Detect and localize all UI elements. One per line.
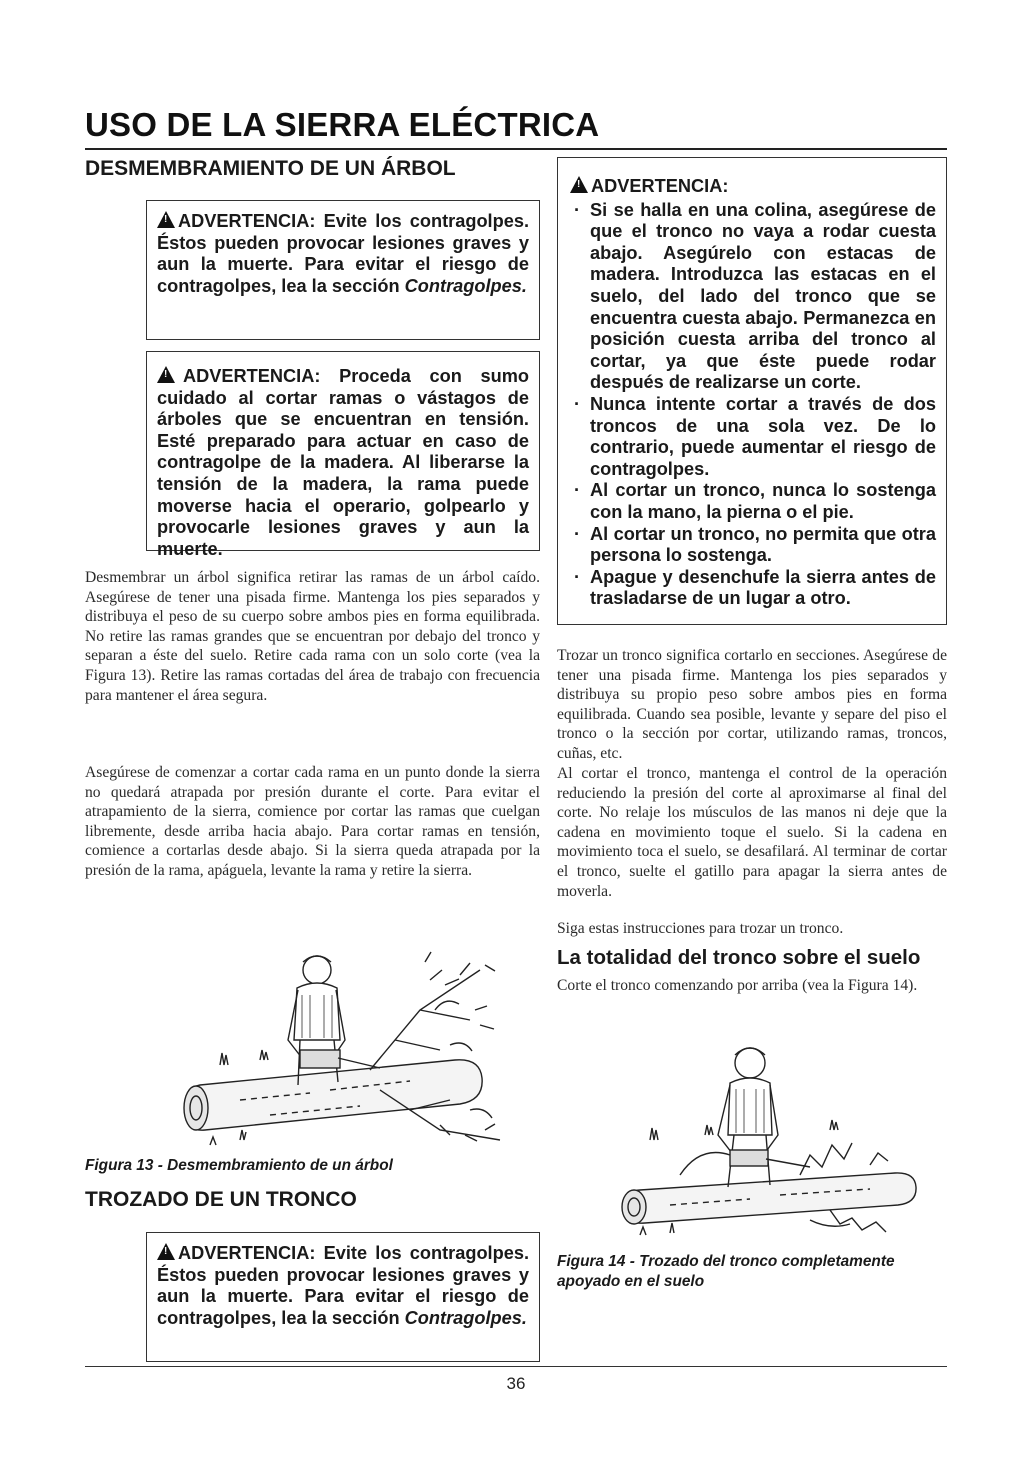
warning-triangle-icon <box>157 366 175 383</box>
figure-13-illustration <box>180 950 520 1148</box>
warning-triangle-icon <box>157 1243 175 1260</box>
paragraph-instrucciones: Siga estas instrucciones para trozar un tronco. <box>557 920 844 937</box>
warning-box-bucking-rules <box>557 157 947 625</box>
warning-box-tension <box>146 351 540 559</box>
paragraph-atrapamiento: Asegúrese de comenzar a cortar cada rama en un punto donde la sierra no quedará atrapada por presión durante el corte. Para evitar el atrapamiento de la sierra, comience por cortar las ramas que cuelgan libremente, desde arriba hacia abajo. Para cortar ramas en tensión, comience a cortarlas desde abajo. Si la sierra queda atrapada por la presión de la rama, apáguela, levante la rama y retire la sierra. <box>85 764 540 879</box>
warning-label: ADVERTENCIA: <box>178 1243 316 1263</box>
paragraph-control: Al cortar el tronco, mantenga el control de la operación reduciendo la presión del corte al aproximarse al final del corte. No relaje los músculos de las manos ni deje que la cadena en movimiento toque el suelo. Si la cadena en movimiento toca el suelo, se desafilará. Al terminar de cortar el tronco, suelte el gatillo para apagar la sierra antes de moverla. <box>557 765 947 900</box>
warning-label: ADVERTENCIA: <box>178 211 316 231</box>
section-heading-trozado: TROZADO DE UN TRONCO <box>85 1188 357 1211</box>
warning-box-kickback-2 <box>146 1232 540 1362</box>
warning-item: · Al cortar un tronco, nunca lo sostenga con la mano, la pierna o el pie. <box>570 480 936 523</box>
warning-triangle-icon <box>157 211 175 228</box>
page-number: 36 <box>506 1374 526 1393</box>
paragraph-trozar: Trozar un tronco significa cortarlo en secciones. Asegúrese de tener una pisada firme. Mantenga los pies separados y distribuya su propio peso sobre ambos pies en forma equilibrada. Cuando sea posible, levante y separe del piso el tronco o la sección por cortar, utilizando ramas, troncos, cuñas, etc. <box>557 647 947 762</box>
warning-item: · Al cortar un tronco, no permita que otra persona lo sostenga. <box>570 524 936 567</box>
figure-14-caption: Figura 14 - Trozado del tronco completamente apoyado en el suelo <box>557 1253 895 1290</box>
warning-box-kickback-1 <box>146 200 540 340</box>
warning-label: ADVERTENCIA: <box>591 176 729 196</box>
figure-14-illustration <box>610 1035 930 1245</box>
warning-list <box>570 200 936 610</box>
paragraph-desmembrar: Desmembrar un árbol significa retirar las ramas de un árbol caído. Asegúrese de tener una pisada firme. Mantenga los pies separados y distribuya el peso de su cuerpo sobre ambos pies en forma equilibrada. No retire las ramas grandes que se encuentran por debajo del tronco y separan a éste del suelo. Retire cada rama con un solo corte (vea la Figura 13). Retire las ramas cortadas del área de trabajo con frecuencia para mantener el área segura. <box>85 569 540 704</box>
warning-item: · Si se halla en una colina, asegúrese de que el tronco no vaya a rodar cuesta abajo. Asegúrelo con estacas de madera. Introduzca las estacas en el suelo, del lado del tronco que se encuentra cuesta abajo. Permanezca en posición cuesta arriba del tronco al cortar, ya que éste puede rodar después de realizarse un corte. <box>570 200 936 394</box>
warning-reference: Contragolpes. <box>404 275 527 296</box>
warning-triangle-icon <box>570 176 588 193</box>
warning-reference: Contragolpes. <box>404 1307 527 1328</box>
warning-text: Evite los contragolpes. Éstos pueden provocar lesiones graves y aun la muerte. Para evitar el riesgo de contragolpes, lea la sección <box>157 211 529 296</box>
warning-label: ADVERTENCIA: <box>183 366 321 386</box>
warning-item: · Nunca intente cortar a través de dos troncos de una sola vez. De lo contrario, puede aumentar el riesgo de contragolpes. <box>570 394 936 480</box>
warning-text: Evite los contragolpes. Éstos pueden provocar lesiones graves y aun la muerte. Para evitar el riesgo de contragolpes, lea la sección <box>157 1243 529 1328</box>
title-rule <box>85 148 947 150</box>
warning-item: · Apague y desenchufe la sierra antes de trasladarse de un lugar a otro. <box>570 567 936 610</box>
figure-13-caption: Figura 13 - Desmembramiento de un árbol <box>85 1157 393 1174</box>
paragraph-corte-arriba: Corte el tronco comenzando por arriba (vea la Figura 14). <box>557 977 918 994</box>
warning-text: Proceda con sumo cuidado al cortar ramas o vástagos de árboles que se encuentran en tensión. Esté preparado para actuar en caso de contragolpe de la madera. Al liberarse la tensión de la madera, la rama puede moverse hacia el operario, golpearlo y provocarle lesiones graves y aun la muerte. <box>157 366 529 559</box>
footer-rule <box>85 1366 947 1367</box>
subheading-tronco-suelo: La totalidad del tronco sobre el suelo <box>557 946 921 969</box>
page-title: USO DE LA SIERRA ELÉCTRICA <box>85 106 600 143</box>
section-heading-desmembramiento: DESMEMBRAMIENTO DE UN ÁRBOL <box>85 157 456 180</box>
